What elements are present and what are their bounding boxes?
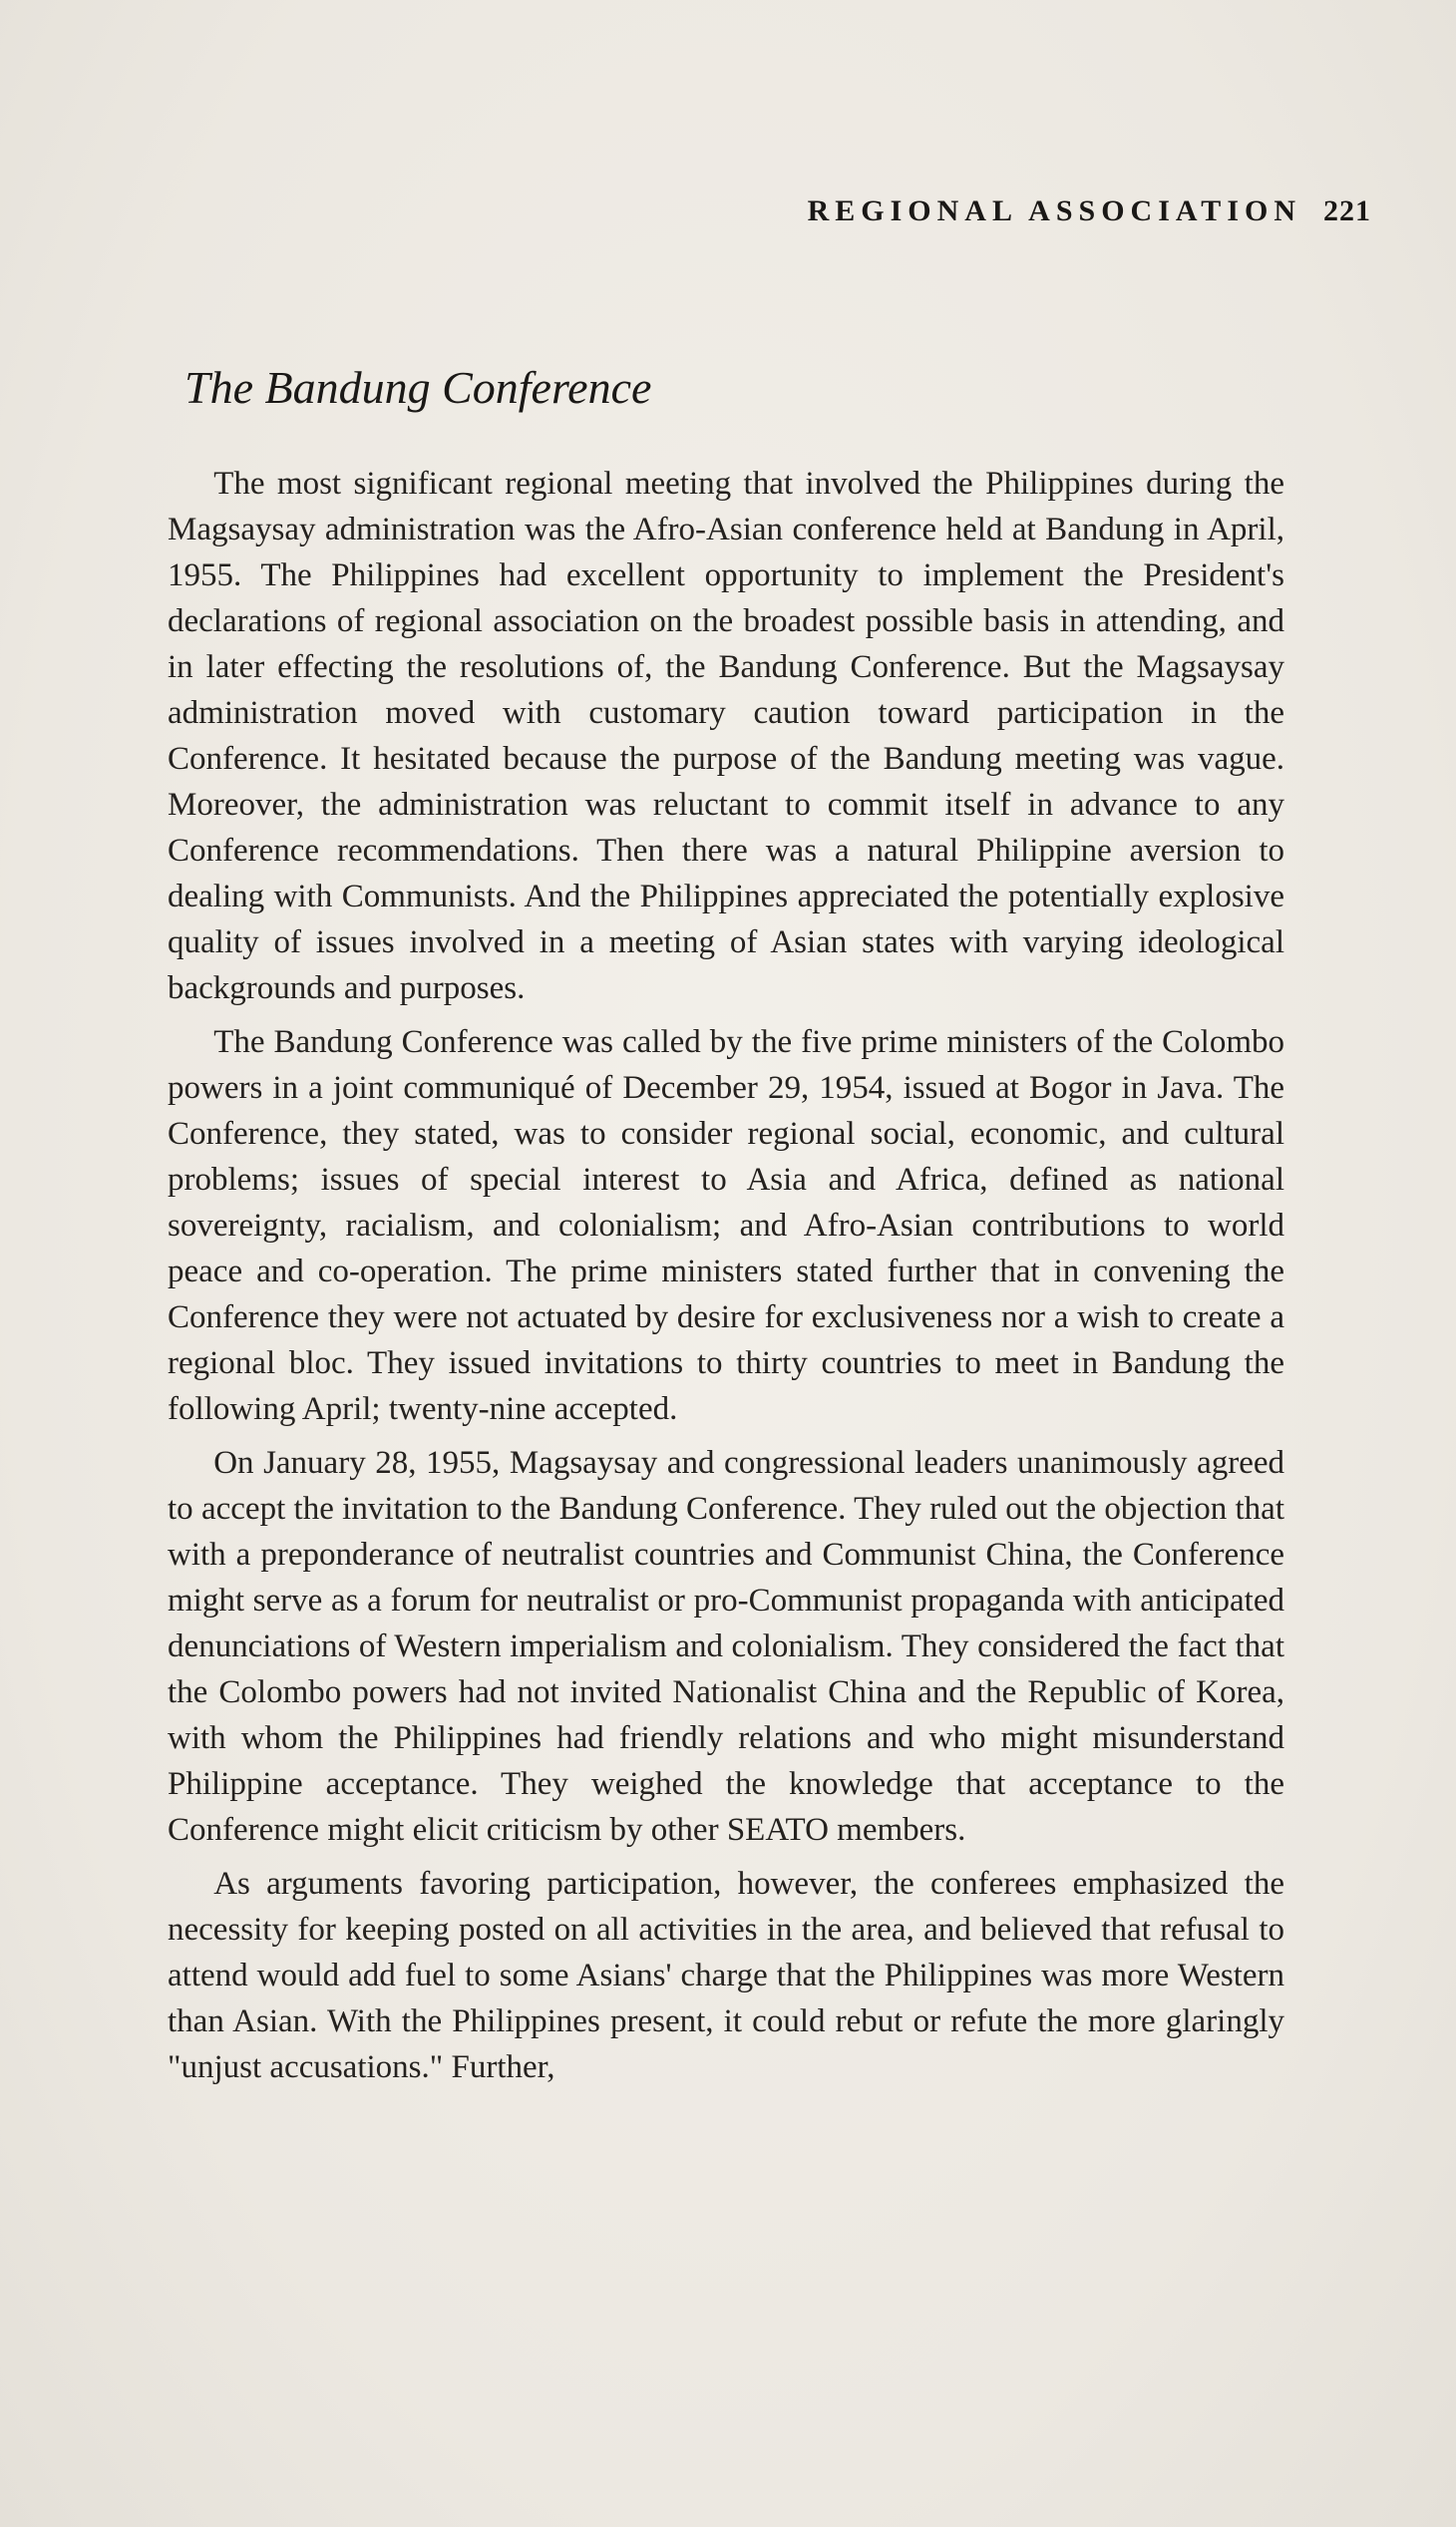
body-text [168,461,1284,2098]
running-head [808,194,1371,228]
paragraph: On January 28, 1955, Magsaysay and congressional leaders unanimously agreed to accept the invitation to the Bandung Conference. They ruled out the objection that with a preponderance of neutralist countries and Communist China, the Conference might serve as a forum for neutralist or pro-Communist propaganda with anticipated denunciations of Western imperialism and colonialism. They considered the fact that the Colombo powers had not invited Nationalist China and the Republic of Korea, with whom the Philippines had friendly relations and who might misunderstand Philippine acceptance. They weighed the knowledge that acceptance to the Conference might elicit criticism by other SEATO members. [168,1445,1284,1848]
paragraph: The Bandung Conference was called by the five prime ministers of the Colombo powers in a joint communiqué of December 29, 1954, issued at Bogor in Java. The Conference, they stated, was to consider regional social, economic, and cultural problems; issues of special interest to Asia and Africa, defined as national sovereignty, racialism, and colonialism; and Afro-Asian contributions to world peace and co-operation. The prime ministers stated further that in convening the Conference they were not actuated by desire for exclusiveness nor a wish to create a regional bloc. They issued invitations to thirty countries to meet in Bandung the following April; twenty-nine accepted. [168,1024,1284,1427]
page-number: 221 [1323,194,1371,227]
running-title: REGIONAL ASSOCIATION [807,194,1301,227]
paragraph: As arguments favoring participation, however, the conferees emphasized the necessity for keeping posted on all activities in the area, and believed that refusal to attend would add fuel to some Asians' charge that the Philippines was more Western than Asian. With the Philippines present, it could rebut or refute the more glaringly "unjust accusations." Further, [168,1866,1284,2085]
paragraph: The most significant regional meeting that involved the Philippines during the Magsaysay administration was the Afro-Asian conference held at Bandung in April, 1955. The Philippines had excellent opportunity to implement the President's declarations of regional association on the broadest possible basis in attending, and in later effecting the resolutions of, the Bandung Conference. But the Magsaysay administration moved with customary caution toward participation in the Conference. It hesitated because the purpose of the Bandung meeting was vague. Moreover, the administration was reluctant to commit itself in advance to any Conference recommendations. Then there was a natural Philippine aversion to dealing with Communists. And the Philippines appreciated the potentially explosive quality of issues involved in a meeting of Asian states with varying ideological backgrounds and purposes. [168,466,1284,1006]
section-title: The Bandung Conference [184,362,652,413]
